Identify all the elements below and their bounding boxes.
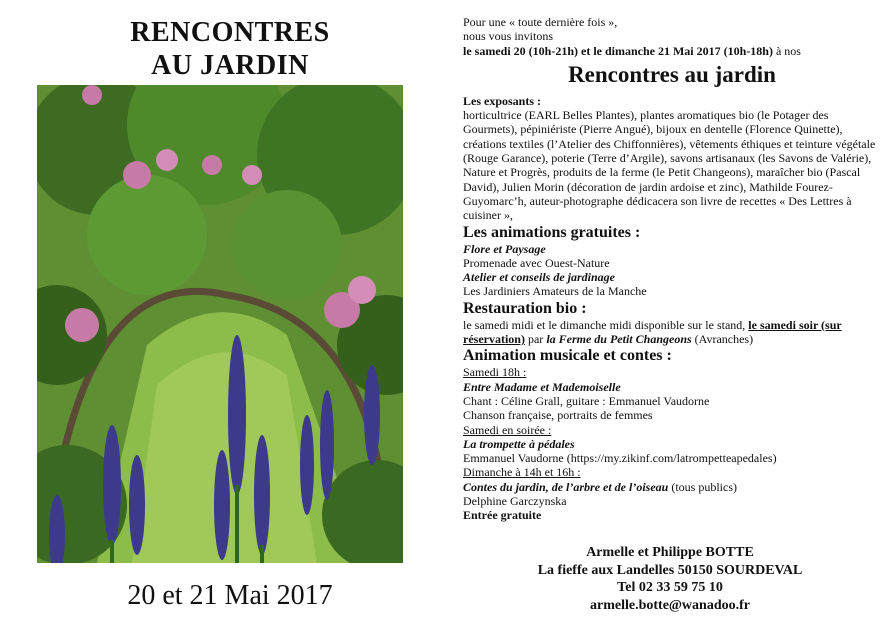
garden-photo: [37, 85, 403, 563]
slot-3-title: Contes du jardin, de l’arbre et de l’oiseau: [463, 479, 669, 494]
intro-line2: nous vous invitons: [463, 29, 554, 44]
animations-heading: Les animations gratuites :: [463, 223, 641, 241]
restauration-text-2: par: [524, 332, 547, 347]
entree-gratuite: Entrée gratuite: [463, 508, 542, 523]
invitation-text: [463, 15, 881, 523]
restauration-evening: le samedi soir (sur réservation): [463, 317, 842, 347]
garden-illustration: [37, 85, 403, 563]
animation-2-text: Les Jardiniers Amateurs de la Manche: [463, 284, 647, 299]
intro-tail: à nos: [772, 43, 801, 58]
slot-2-time: Samedi en soirée :: [463, 422, 552, 437]
intro-line3: [463, 44, 881, 58]
poster-title-line1: RENCONTRES: [130, 17, 330, 48]
restauration-text: [463, 318, 881, 347]
intro-dates: le samedi 20 (10h-21h) et le dimanche 21 Mai 2017 (10h-18h): [463, 43, 773, 58]
contact-email[interactable]: armelle.botte@wanadoo.fr: [590, 597, 750, 613]
event-date: 20 et 21 Mai 2017: [127, 580, 333, 611]
contact-block: [520, 544, 820, 614]
slot-1-time: Samedi 18h :: [463, 365, 527, 380]
exposants-text: horticultrice (EARL Belles Plantes), plantes aromatiques bio (le Potager des Gourmets), pépiniériste (Pierre Angué), bijoux en dentelle (Florence Quinette), créations textiles (l’Atelier des Chiffonnières), vêtements éthiques et teinture végétale (Rouge Garance), poterie (Terre d’Argile), savons artisanaux (les Savons de Valérie), Nature et Progrès, produits de la ferme (le Petit Changeons), maraîcher bio (Pascal David), Julien Morin (décoration de jardin ardoise et zinc), Mathilde Fourez-Guyomarc’h, auteur-photographe dédicacera son livre de recettes « Des Lettres à cuisiner »,: [463, 108, 876, 223]
slot-2-title: La trompette à pédales: [463, 436, 575, 451]
slot-2-line1: Emmanuel Vaudorne (https://my.zikinf.com/latrompetteapedales): [463, 451, 777, 466]
contact-phone: Tel 02 33 59 75 10: [617, 580, 723, 595]
slot-3-time: Dimanche à 14h et 16h :: [463, 465, 581, 480]
animation-2-title: Atelier et conseils de jardinage: [463, 270, 615, 285]
contact-address: La fieffe aux Landelles 50150 SOURDEVAL: [537, 562, 803, 578]
slot-3-tail: (tous publics): [668, 479, 738, 494]
contact-names: Armelle et Philippe BOTTE: [586, 545, 754, 560]
slot-3-line1: Delphine Garczynska: [463, 494, 567, 509]
poster-title-line2: AU JARDIN: [151, 50, 309, 81]
slot-1-line2: Chanson française, portraits de femmes: [463, 408, 653, 423]
restauration-text-1: le samedi midi et le dimanche midi disponible sur le stand,: [463, 317, 749, 332]
slot-1-line1: Chant : Céline Grall, guitare : Emmanuel Vaudorne: [463, 393, 710, 408]
poster-title: [100, 16, 360, 82]
animation-1-text: Promenade avec Ouest-Nature: [463, 255, 610, 270]
slot-3-heading: [463, 480, 881, 494]
animation-1-title: Flore et Paysage: [463, 241, 546, 256]
musique-heading: Animation musicale et contes :: [463, 347, 672, 365]
restauration-farm: la Ferme du Petit Changeons: [546, 332, 692, 347]
exposants-heading: Les exposants :: [463, 93, 542, 108]
slot-1-title: Entre Madame et Mademoiselle: [463, 379, 621, 394]
event-title: Rencontres au jardin: [568, 61, 776, 87]
intro-line1: Pour une « toute dernière fois »,: [463, 15, 618, 29]
restauration-text-3: (Avranches): [691, 332, 754, 347]
restauration-heading: Restauration bio :: [463, 299, 587, 317]
